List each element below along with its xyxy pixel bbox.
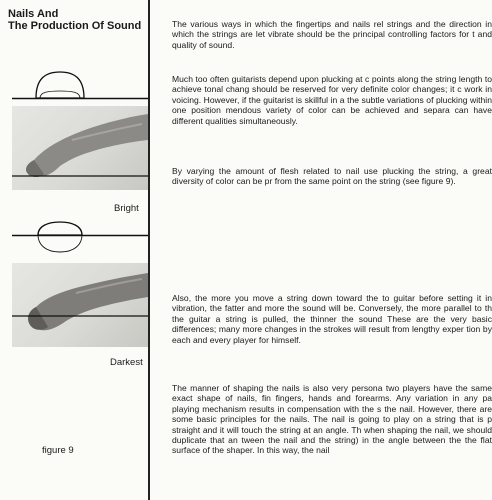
paragraph-4: Also, the more you move a string down toward the to guitar before setting it in vibration, the fatter and more the sound will be. Conversely, the more parallel to th the guitar a string is pulled, the thinner the sound These are the very basic differences; many more changes in the strokes will result from lengthy exper tion by each and every player for himself.: [172, 293, 492, 345]
paragraph-1: The various ways in which the fingertips and nails rel strings and the direction in which the strings are let vibrate should be the principal controlling factors for t and quality of sound.: [172, 19, 492, 50]
column-divider: [148, 0, 150, 500]
paragraph-2: Much too often guitarists depend upon plucking at c points along the string length to achieve tonal chang should be reserved for very definite color changes; it c work in voicing. However, if the guitarist is skillful in a the subtle variations of plucking within one position mendous variety of color can be achieved and separa can have different qualities simultaneously.: [172, 74, 492, 126]
chapter-title: [8, 8, 141, 32]
caption-darkest: Darkest: [110, 357, 143, 368]
chapter-title-line-2: The Production Of Sound: [8, 20, 142, 32]
photo-hand-darkest: [12, 263, 148, 347]
right-column: [172, 0, 492, 500]
left-column: [0, 0, 148, 500]
nail-diagram-bright: [12, 70, 148, 104]
photo-hand-bright: [12, 106, 148, 190]
figure-label: figure 9: [42, 445, 74, 456]
paragraph-5: The manner of shaping the nails is also very persona two players have the same exact shape of nails, fin fingers, hands and forearms. Any variation in any pa playing mechanism results in compensation with the s the nail. However, there are some basic principles for the nails. The nail is going to play on a string that is p straight and it will touch the string at an angle. Th when shaping the nail, we should duplicate that an tween the nail and the string) in the angle between the the flat surface of the shaper. In this way, the nail: [172, 383, 492, 456]
paragraph-3: By varying the amount of flesh related to nail use plucking the string, a great diversity of color can be pr from the same point on the string (see figure 9).: [172, 166, 492, 187]
chapter-title-line-1: Nails And: [8, 8, 59, 20]
caption-bright: Bright: [114, 203, 139, 214]
nail-diagram-darkest: [12, 221, 148, 255]
